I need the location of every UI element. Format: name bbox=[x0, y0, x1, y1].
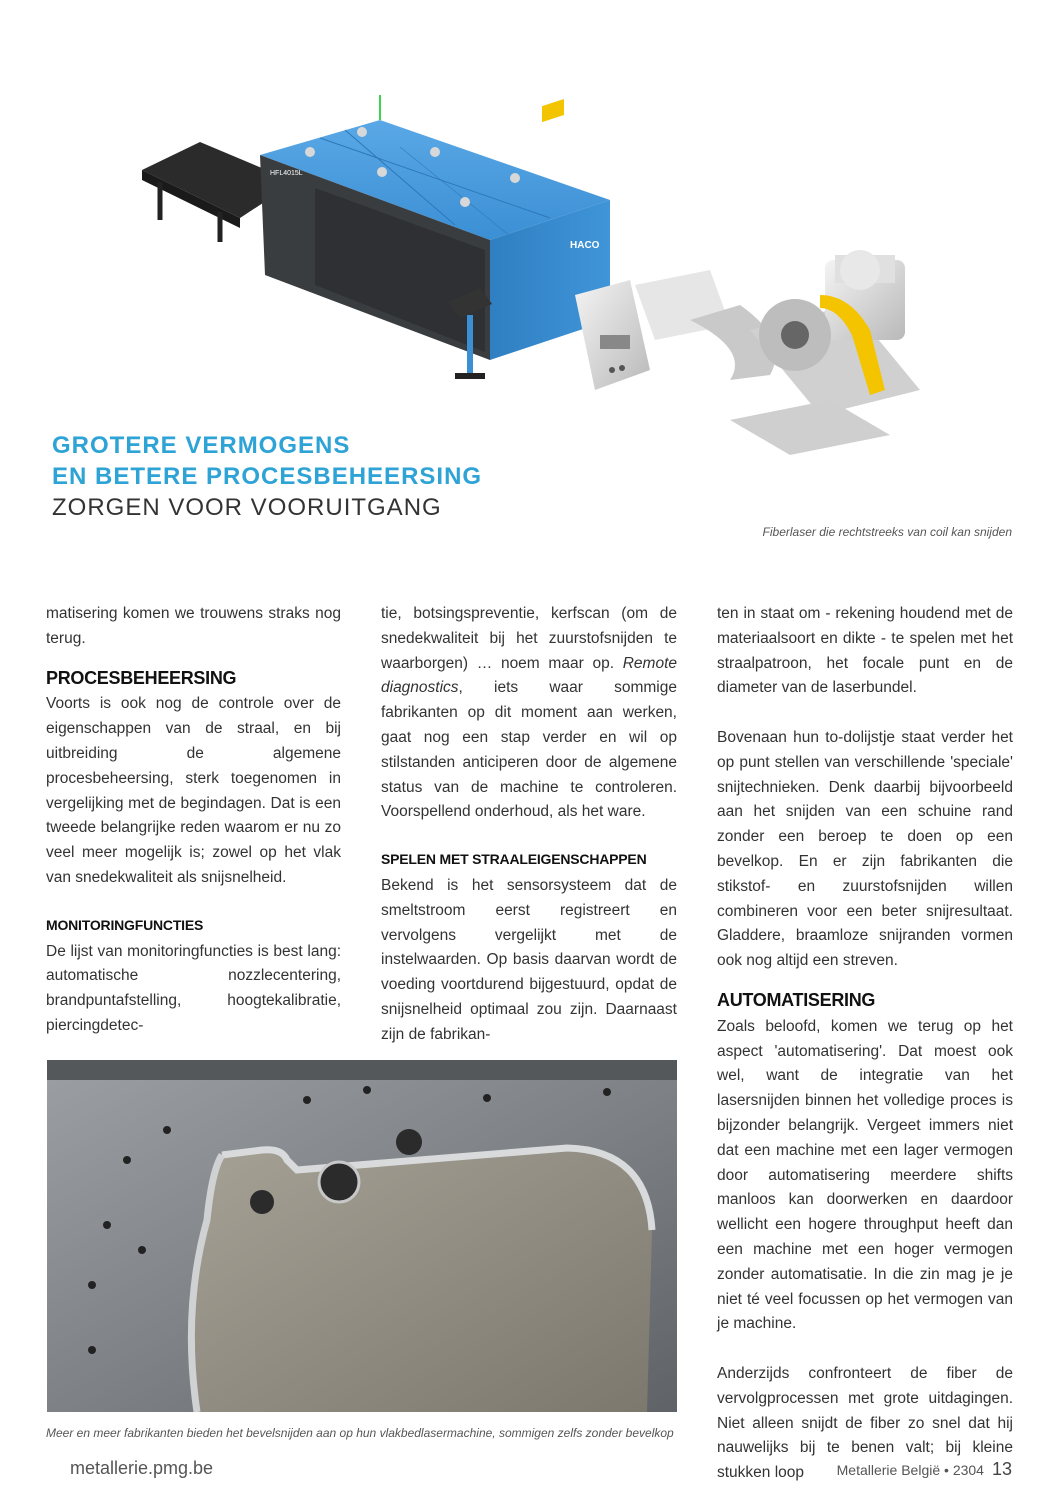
paragraph bbox=[381, 602, 677, 825]
page-number: 13 bbox=[991, 1459, 1012, 1479]
paragraph: Zoals beloofd, komen we terug op het aspect 'automatisering'. Dat moest ook wel, want de integratie van het lasersnijden binnen het volledige proces is bijzonder belangrijk. Vergeet immers niet dat een machine met een lager vermogen door automatisering meerdere shifts manloos kan doorwerken en daardoor wellicht een hogere throughput heeft dan een machine met een hoger vermogen zonder automatisatie. In die zin mag je je niet té veel focussen op het vermogen van je machine. bbox=[717, 1017, 1013, 1333]
model-plate-text: HFL4015L bbox=[270, 170, 303, 177]
text-column-3 bbox=[717, 602, 1013, 1486]
paragraph: De lijst van monitoringfuncties is best lang: automatische nozzlecentering, brandpuntafstelling, hoogtekalibratie, piercingdetec- bbox=[46, 942, 341, 1034]
article-headline bbox=[52, 430, 482, 523]
paragraph: matisering komen we trouwens straks nog terug. bbox=[46, 605, 341, 647]
section-heading-procesbeheersing: PROCESBEHEERSING bbox=[46, 667, 237, 688]
haco-logo-text: HACO bbox=[570, 240, 600, 251]
issue-label: Metallerie België • 2304 bbox=[836, 1462, 984, 1478]
text-span: , iets waar sommige fabrikanten op dit moment aan werken, gaat nog een stap verder en wil op stilstanden anticiperen door de algemene status van de machine te controleren. Voorspellend onderhoud, als het ware. bbox=[381, 679, 677, 821]
text-span: tie, botsingspreventie, kerfscan (om de snedekwaliteit bij het zuurstofsnijden te waarborgen) … noem maar op. bbox=[381, 605, 677, 672]
paragraph: Bekend is het sensorsysteem dat de smeltstroom eerst registreert en vervolgens vergelijkt met de instelwaarden. Op basis daarvan wordt de voeding voortdurend bijgestuurd, opdat de snijsnelheid optimaal zou zijn. Daarnaast zijn de fabrikan- bbox=[381, 876, 677, 1043]
headline-line-1: GROTERE VERMOGENS bbox=[52, 432, 351, 459]
footer-website: metallerie.pmg.be bbox=[70, 1458, 214, 1478]
emphasis-remote-diagnostics: Remote diagnostics bbox=[381, 654, 677, 697]
text-column-1 bbox=[46, 602, 341, 1039]
headline-line-3: ZORGEN VOOR VOORUITGANG bbox=[52, 494, 442, 521]
paragraph: Anderzijds confronteert de fiber de vervolgprocessen met grote uitdagingen. Niet alleen snijdt de fiber zo snel dat hij nauwelijks bij te benen valt; bij kleine stukken loop bbox=[717, 1364, 1013, 1482]
headline-line-2: EN BETERE PROCESBEHEERSING bbox=[52, 463, 483, 490]
photo-caption: Meer en meer fabrikanten bieden het bevelsnijden aan op hun vlakbedlasermachine, sommigen zelfs zonder bevelkop bbox=[46, 1426, 674, 1440]
paragraph: Voorts is ook nog de controle over de eigenschappen van de straal, en bij uitbreiding de algemene procesbeheersing, sterk toegenomen in vergelijking met de begindagen. Dat is een tweede belangrijke reden waarom er nu zo veel meer mogelijk is; zowel op het vlak van snedekwaliteit als snijsnelheid. bbox=[46, 695, 341, 886]
paragraph: Bovenaan hun to-dolijstje staat verder het op punt stellen van verschillende 'speciale' snijtechnieken. Denk daarbij bijvoorbeeld aan het snijden van een schuine rand zonder een beroep te doen op een bevelkop. En er zijn fabrikanten die stikstof- en zuurstofsnijden willen combineren voor een beter snijresultaat. Gladdere, braamloze snijranden vormen ook nog altijd een streven. bbox=[717, 728, 1013, 970]
hero-caption: Fiberlaser die rechtstreeks van coil kan snijden bbox=[762, 525, 1012, 539]
section-heading-straaleigenschappen: SPELEN MET STRAALEIGENSCHAPPEN bbox=[381, 851, 647, 868]
footer-issue bbox=[837, 1459, 1012, 1480]
section-heading-automatisering: AUTOMATISERING bbox=[717, 989, 876, 1010]
section-heading-monitoringfuncties: MONITORINGFUNCTIES bbox=[46, 916, 204, 933]
paragraph: ten in staat om - rekening houdend met de materiaalsoort en dikte - te spelen met het straalpatroon, het focale punt en de diameter van de laserbundel. bbox=[717, 605, 1013, 697]
text-column-2 bbox=[381, 602, 677, 1048]
bevel-cut-steel-photo bbox=[47, 1060, 677, 1412]
